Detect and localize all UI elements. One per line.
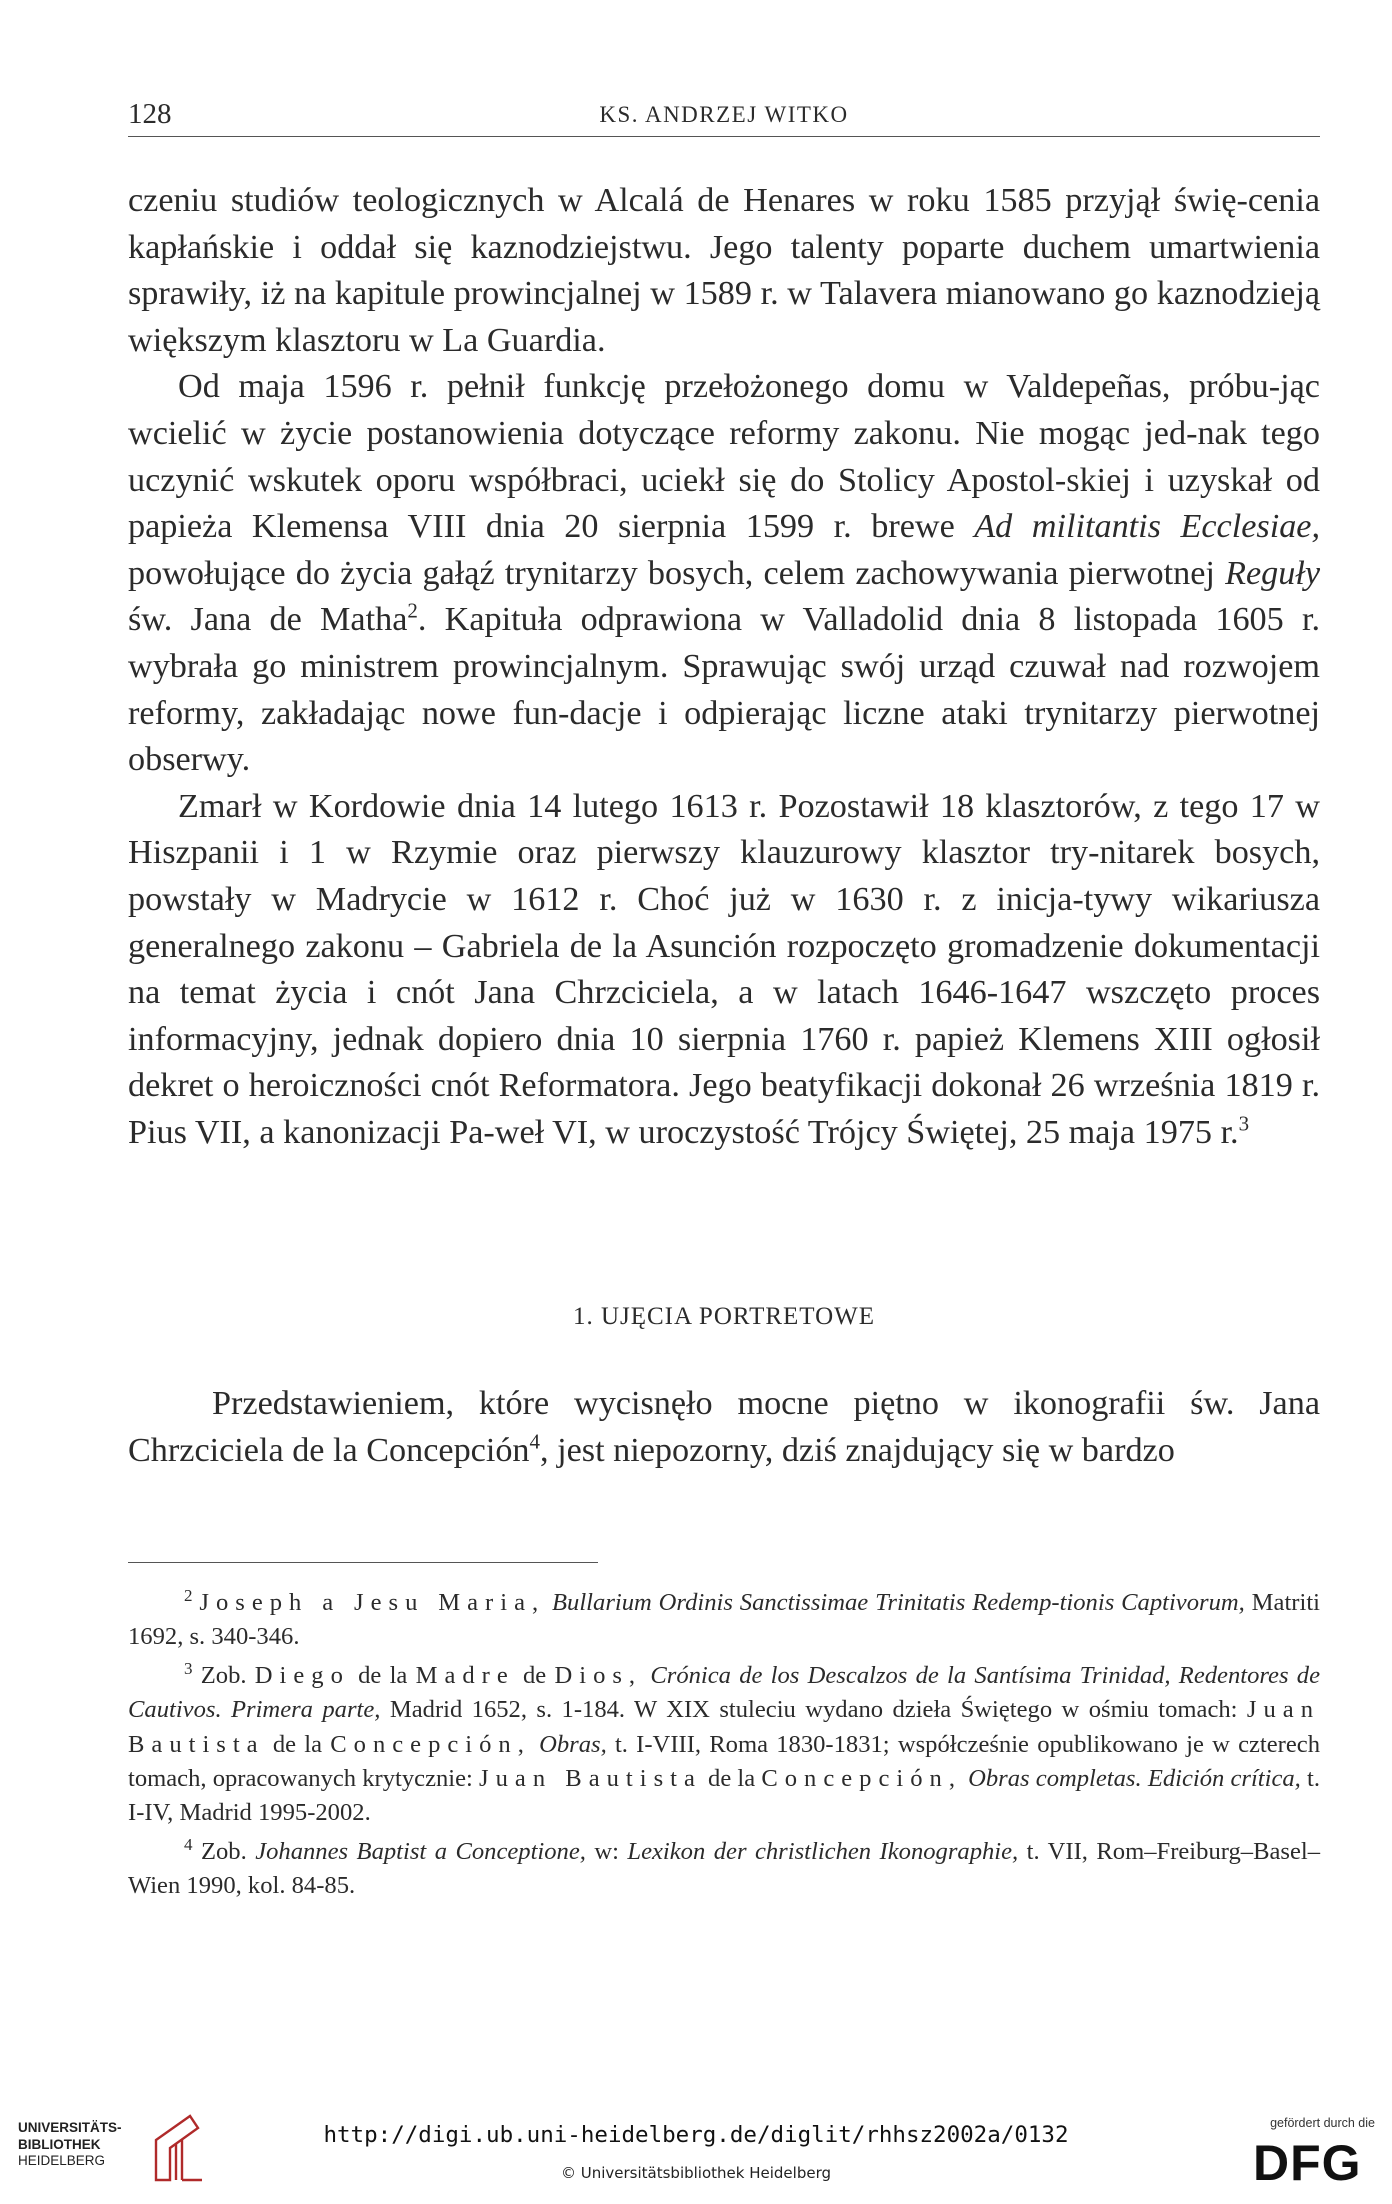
- footnote-4: [128, 1835, 1320, 1904]
- footnote-3: [128, 1659, 1320, 1831]
- text-run: de la: [349, 1661, 416, 1689]
- copyright-notice: © Universitätsbibliothek Heidelberg: [560, 2164, 831, 2182]
- footnote-author: Juan Bautista: [128, 1696, 1320, 1758]
- footnote-title: Lexikon der christlichen Ikonographie,: [627, 1837, 1019, 1865]
- text-run: Od maja 1596 r. pełnił funkcję przełożonego domu w Valdepeñas, próbu-jąc wcielić w życie postanowienia dotyczące reformy zakonu. Nie mogąc jed-nak tego uczynić wskutek oporu współbraci, uciekł się do Stolicy Apostol-skiej i uzyskał od papieża Klemensa VIII dnia 20 sierpnia 1599 r. brewe: [128, 368, 1320, 546]
- page-number: 128: [128, 98, 172, 130]
- footnote-title: Johannes Baptist a Conceptione,: [255, 1837, 586, 1865]
- footnote-author: Dios,: [554, 1661, 643, 1689]
- italic-term: Reguły: [1225, 554, 1320, 592]
- italic-title: Ad militantis Ecclesiae,: [974, 508, 1321, 546]
- permalink-url[interactable]: http://digi.ub.uni-heidelberg.de/diglit/rhhsz2002a/0132: [323, 2122, 1069, 2148]
- text-run: Madrid 1652, s. 1-184. W XIX stuleciu wydano dzieła Świętego w ośmiu tomach:: [380, 1696, 1247, 1724]
- footnote-number: 2: [184, 1585, 193, 1605]
- text-run: Zob.: [200, 1661, 255, 1689]
- digitization-footer: [0, 2100, 1392, 2204]
- funder-caption: gefördert durch die: [1270, 2116, 1375, 2130]
- section-heading: 1. UJĘCIA PORTRETOWE: [572, 1303, 876, 1330]
- funder-logo[interactable]: [1245, 2116, 1375, 2196]
- text-run: Zmarł w Kordowie dnia 14 lutego 1613 r. Pozostawił 18 klasztorów, z tego 17 w Hiszpanii i 1 w Rzymie oraz pierwszy klauzurowy klasztor try-nitarek bosych, powstały w Madrycie w 1612 r. Choć już w 1630 r. z inicja-tywy wikariusza generalnego zakonu – Gabriela de la Asunción rozpoczęto gromadzenie dokumentacji na temat życia i cnót Jana Chrzciciela, a w latach 1646-1647 wszczęto proces informacyjny, jednak dopiero dnia 10 sierpnia 1760 r. papież Klemens XIII ogłosił dekret o heroiczności cnót Reformatora. Jego beatyfikacji dokonał 26 września 1819 r. Pius VII, a kanonizacji Pa-weł VI, w uroczystość Trójcy Świętej, 25 maja 1975 r.: [128, 787, 1320, 1151]
- footnote-title: Obras completas. Edición crítica,: [961, 1765, 1301, 1793]
- library-name-line: UNIVERSITÄTS-: [18, 2120, 122, 2135]
- footnote-ref[interactable]: 3: [1238, 1111, 1250, 1136]
- paragraph-2: [128, 364, 1320, 783]
- library-name-line: BIBLIOTHEK: [18, 2136, 101, 2152]
- paragraph-1: czeniu studiów teologicznych w Alcalá de Henares w roku 1585 przyjął świę-cenia kapłańskie i oddał się kaznodziejstwu. Jego talenty poparte duchem umartwienia sprawiły, iż na kapitule prowincjalnej w 1589 r. w Talavera mianowano go kaznodzieją większym klasztoru w La Guardia.: [128, 182, 1320, 359]
- footnote-author: Juan Bautista: [479, 1765, 702, 1793]
- section-text: [128, 1380, 1320, 1474]
- footnote-title: Bullarium Ordinis Sanctissimae Trinitatis Redemp-tionis Captivorum,: [552, 1589, 1245, 1616]
- dfg-logo-icon: DFG: [1253, 2135, 1362, 2191]
- footnote-number: 3: [184, 1658, 193, 1678]
- text-run: t. I-IV, Madrid 1995-2002.: [128, 1765, 1320, 1827]
- text-run: t. VII, Rom–Freiburg–Basel–Wien 1990, kol. 84-85.: [128, 1837, 1321, 1900]
- paragraph-3: [128, 784, 1320, 1157]
- footnote-title: Obras,: [530, 1730, 607, 1758]
- text-run: Przedstawieniem, które wycisnęło mocne piętno w ikonografii św. Jana Chrzciciela de la Concepción: [128, 1385, 1320, 1469]
- text-run: de la: [264, 1730, 331, 1758]
- footnote-author: Madre: [415, 1661, 515, 1689]
- footnote-author: Diego: [254, 1661, 350, 1689]
- text-run: św. Jana de Matha: [128, 601, 408, 639]
- footnote-author: Concepción,: [330, 1730, 531, 1758]
- footnote-ref[interactable]: 4: [529, 1429, 541, 1454]
- footnote-author: Joseph a Jesu Maria,: [199, 1589, 546, 1616]
- running-title: KS. ANDRZEJ WITKO: [599, 102, 849, 127]
- footnote-divider: [128, 1562, 598, 1563]
- text-run: Matriti 1692, s. 340-346.: [128, 1589, 1320, 1651]
- footnote-number: 4: [184, 1834, 193, 1854]
- footnotes: [128, 1586, 1320, 1904]
- footnote-2: [128, 1586, 1320, 1655]
- running-header: [128, 96, 1320, 137]
- text-run: Zob.: [200, 1837, 256, 1865]
- text-run: t. I-VIII, Roma 1830-1831; współcześnie opublikowano je w czterech tomach, opracowanych krytycznie:: [128, 1730, 1320, 1793]
- text-run: , jest niepozorny, dziś znajdujący się w bardzo: [540, 1432, 1175, 1469]
- text-run: de la: [701, 1765, 762, 1793]
- footnote-ref[interactable]: 2: [407, 598, 418, 623]
- text-run: . Kapituła odprawiona w Valladolid dnia 8 listopada 1605 r. wybrała go ministrem prowincjalnym. Sprawując swój urząd czuwał nad rozwojem reformy, zakładając nowe fun-dacje i odpierając liczne ataki trynitarzy pierwotnej obserwy.: [128, 601, 1320, 779]
- library-name-line: HEIDELBERG: [18, 2153, 106, 2168]
- footnote-title: Crónica de los Descalzos de la Santísima Trinidad, Redentores de Cautivos. Primera parte,: [128, 1661, 1320, 1724]
- text-run: de: [514, 1661, 555, 1689]
- footnote-author: Concepción,: [761, 1765, 962, 1793]
- text-run: w:: [585, 1837, 628, 1865]
- body-text: [128, 178, 1320, 1156]
- text-run: powołujące do życia gałąź trynitarzy bosych, celem zachowywania pierwotnej: [128, 554, 1226, 592]
- section-paragraph: [128, 1380, 1320, 1474]
